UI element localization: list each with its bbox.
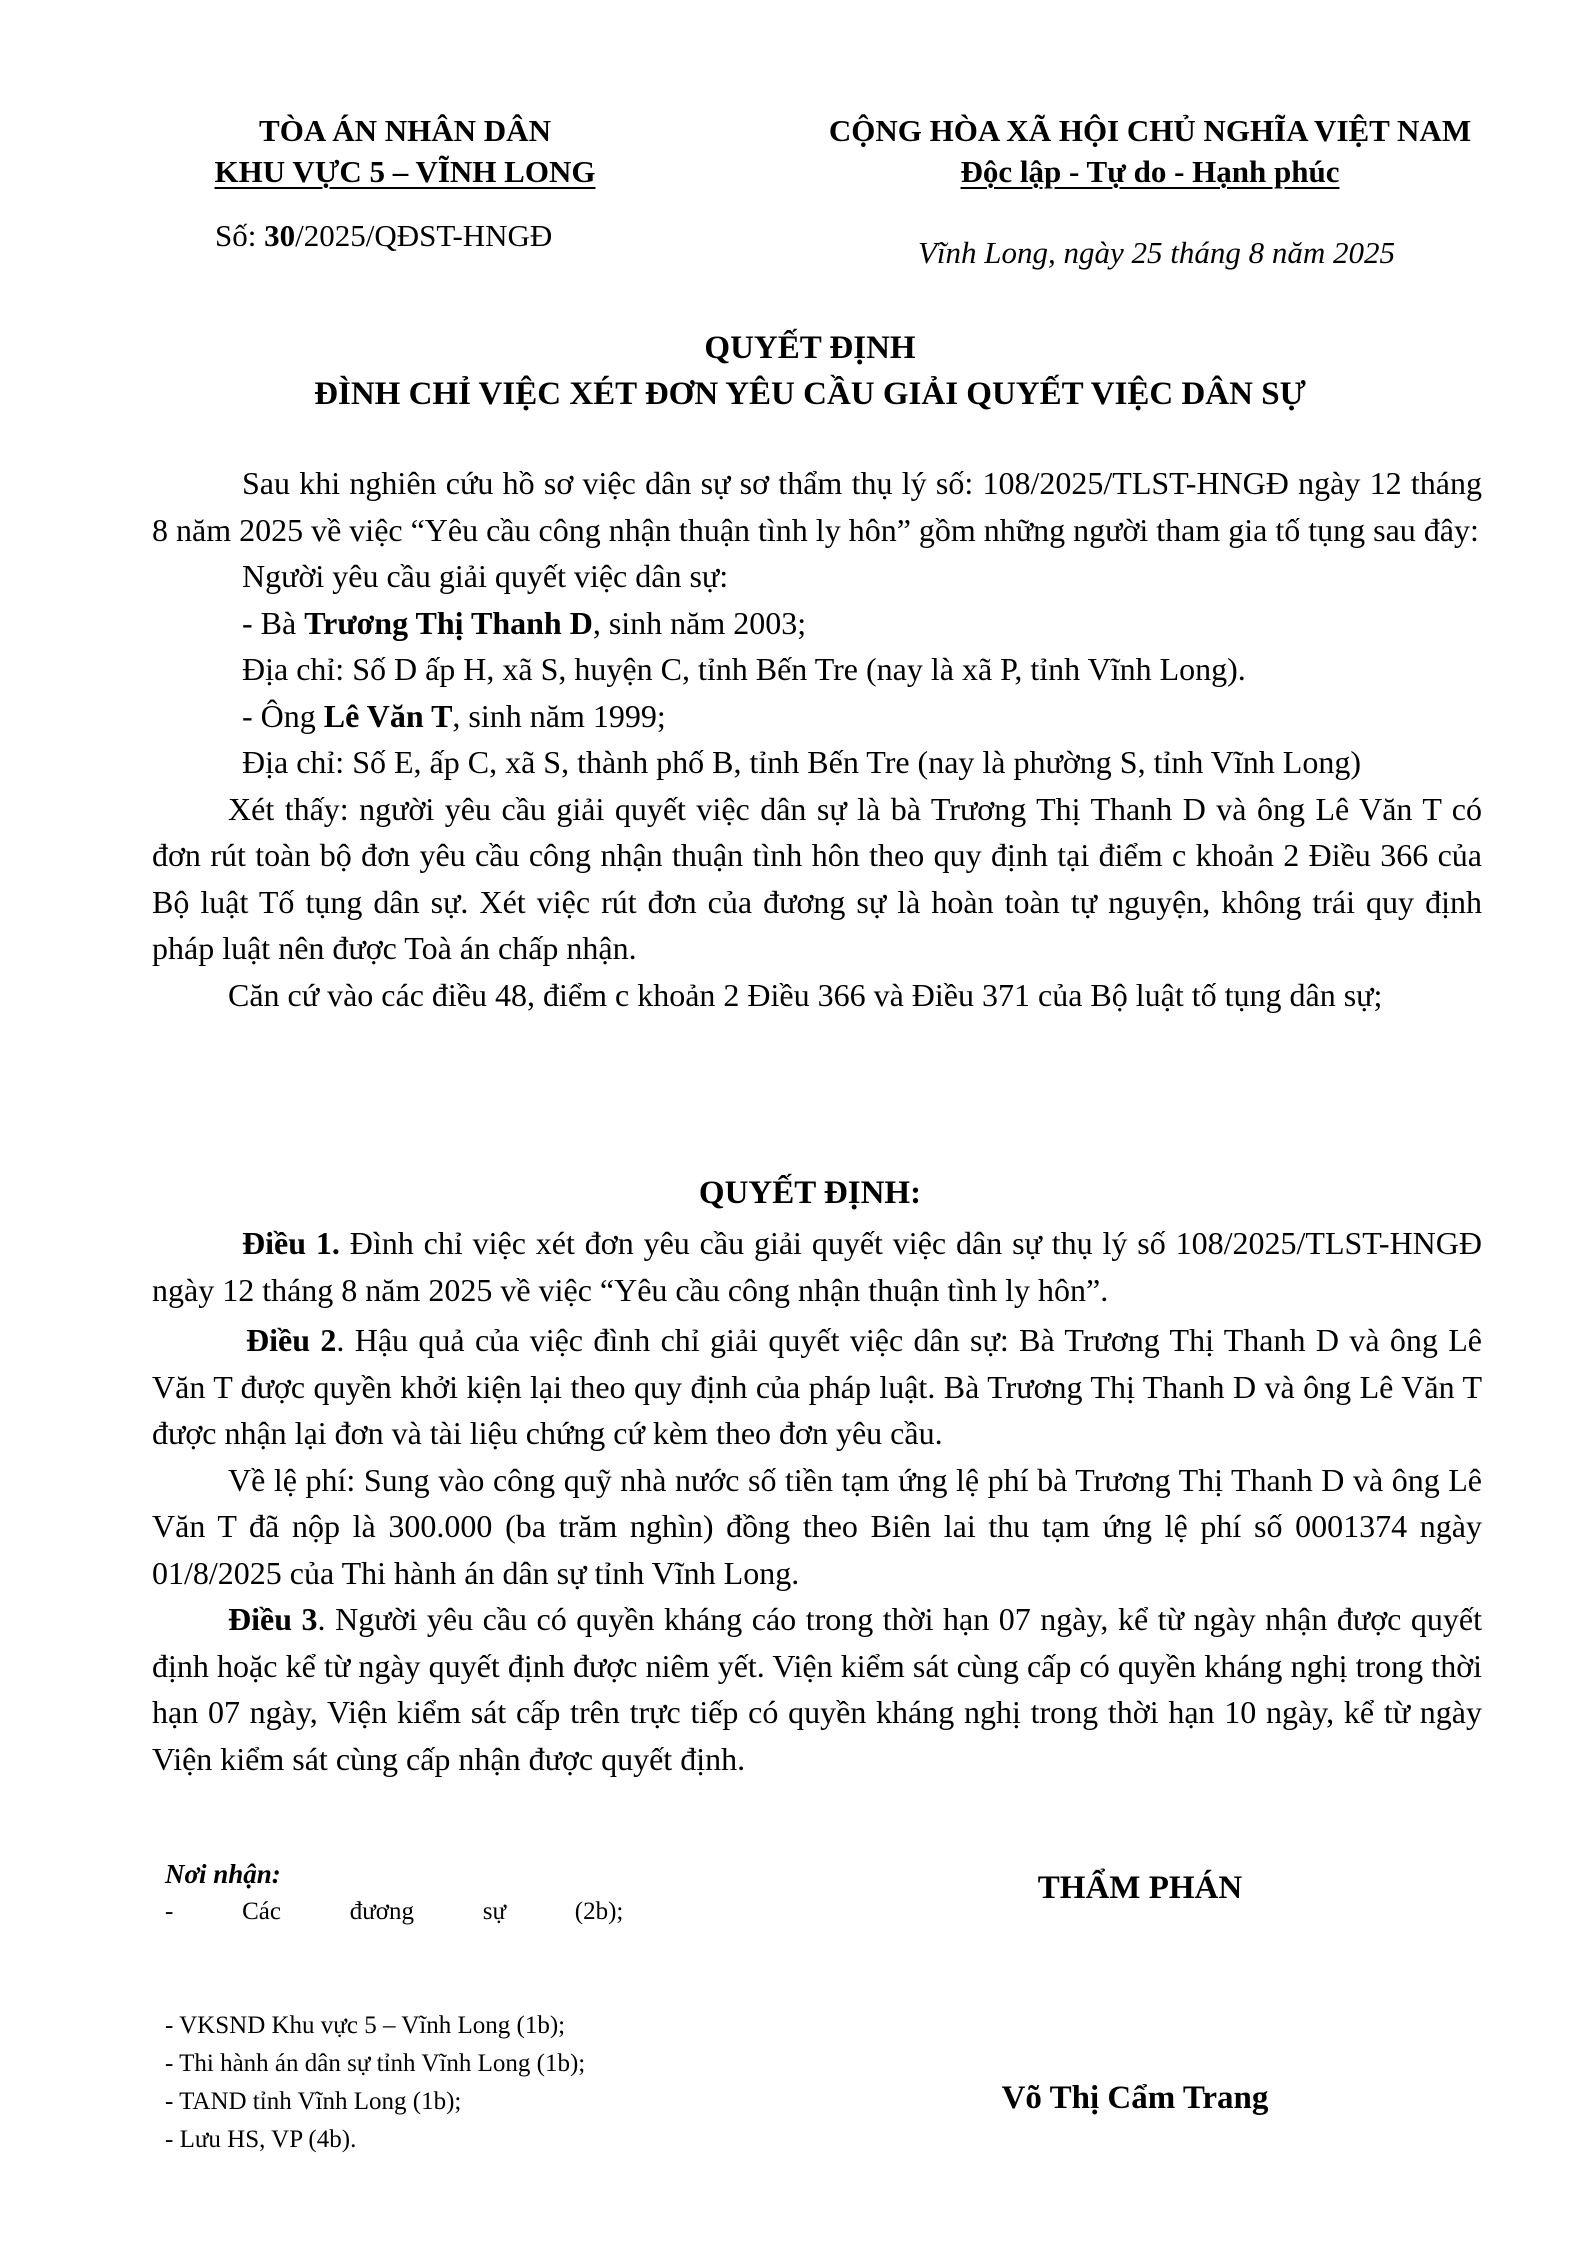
- article-1: [152, 1220, 1482, 1313]
- document-date: Vĩnh Long, ngày 25 tháng 8 năm 2025: [918, 235, 1396, 270]
- court-district-text: KHU VỰC 5 – VĨNH LONG: [214, 154, 596, 189]
- court-district: [170, 151, 640, 192]
- recipient-item: - VKSND Khu vực 5 – Vĩnh Long (1b);: [165, 2012, 566, 2039]
- article-1-text: Đình chỉ việc xét đơn yêu cầu giải quyết việc dân sự thụ lý số 108/2025/TLST-HNGĐ ngày 12 tháng 8 năm 2025 về việc “Yêu cầu công nhận thuận tình ly hôn”.: [152, 1225, 1483, 1308]
- person2-line: [152, 693, 1482, 740]
- document-number-prefix: Số:: [215, 218, 265, 253]
- decision-body: [152, 1220, 1482, 1782]
- article-2: [152, 1317, 1482, 1457]
- intro-paragraph: Sau khi nghiên cứu hồ sơ việc dân sự sơ thẩm thụ lý số: 108/2025/TLST-HNGĐ ngày 12 tháng 8 năm 2025 về việc “Yêu cầu công nhận thuận tình ly hôn” gồm những người tham gia tố tụng sau đây:: [152, 465, 1482, 548]
- nation-name: CỘNG HÒA XÃ HỘI CHỦ NGHĨA VIỆT NAM: [828, 113, 1472, 148]
- person2-suffix: , sinh năm 1999;: [452, 697, 666, 734]
- article-2-text: . Hậu quả của việc đình chỉ giải quyết việc dân sự: Bà Trương Thị Thanh D và ông Lê Văn T được quyền khởi kiện lại theo quy định của pháp luật. Bà Trương Thị Thanh D và ông Lê Văn T được nhận lại đơn và tài liệu chứng cứ kèm theo đơn yêu cầu.: [152, 1322, 1483, 1451]
- recipient-item: - Thi hành án dân sự tỉnh Vĩnh Long (1b);: [165, 2050, 586, 2077]
- signer-role: THẨM PHÁN: [1037, 1870, 1243, 1906]
- article-3: [152, 1596, 1482, 1782]
- person1-address: Địa chỉ: Số D ấp H, xã S, huyện C, tỉnh Bến Tre (nay là xã P, tỉnh Vĩnh Long).: [242, 651, 1246, 687]
- recipient-item: - TAND tỉnh Vĩnh Long (1b);: [165, 2088, 462, 2115]
- person1-line: [152, 600, 1482, 647]
- nation-motto-text: Độc lập - Tự do - Hạnh phúc: [960, 154, 1340, 189]
- person2-name: Lê Văn T: [323, 697, 453, 734]
- title-line1: QUYẾT ĐỊNH: [704, 330, 916, 366]
- article-1-label: Điều 1.: [242, 1225, 340, 1261]
- nation-motto: [770, 151, 1530, 192]
- recipient-item: - Các đương sự (2b);: [165, 1898, 624, 1925]
- article-2-label: Điều 2: [246, 1322, 337, 1358]
- article-3-text: . Người yêu cầu có quyền kháng cáo trong thời hạn 07 ngày, kể từ ngày nhận được quyết định hoặc kể từ ngày quyết định được niêm yết. Viện kiểm sát cùng cấp có quyền kháng nghị trong thời hạn 07 ngày, Viện kiểm sát cấp trên trực tiếp có quyền kháng nghị trong thời hạn 10 ngày, kể từ ngày Viện kiểm sát cùng cấp nhận được quyết định.: [152, 1601, 1483, 1777]
- document-title: [150, 325, 1470, 417]
- document-body: [152, 460, 1482, 1018]
- fee-paragraph: Về lệ phí: Sung vào công quỹ nhà nước số tiền tạm ứng lệ phí bà Trương Thị Thanh D và ông Lê Văn T đã nộp là 300.000 (ba trăm nghìn) đồng theo Biên lai thu tạm ứng lệ phí số 0001374 ngày 01/8/2025 của Thi hành án dân sự tỉnh Vĩnh Long.: [152, 1461, 1482, 1591]
- legal-basis-paragraph: Căn cứ vào các điều 48, điểm c khoản 2 Điều 366 và Điều 371 của Bộ luật tố tụng dân sự;: [228, 976, 1383, 1013]
- signer-name: Võ Thị Cẩm Trang: [1001, 2080, 1269, 2116]
- recipients-block: [165, 1855, 865, 2159]
- court-header: [170, 110, 640, 192]
- decision-heading: QUYẾT ĐỊNH:: [698, 1175, 922, 1211]
- person1-name: Trương Thị Thanh D: [304, 604, 593, 641]
- person2-prefix: - Ông: [242, 697, 324, 734]
- recipients-label: Nơi nhận:: [165, 1859, 281, 1889]
- document-number-suffix: /2025/QĐST-HNGĐ: [295, 218, 553, 253]
- nation-header: [770, 110, 1530, 192]
- person2-address: Địa chỉ: Số E, ấp C, xã S, thành phố B, tỉnh Bến Tre (nay là phường S, tỉnh Vĩnh Long): [242, 744, 1361, 780]
- court-name: TÒA ÁN NHÂN DÂN: [259, 113, 551, 148]
- title-line2: ĐÌNH CHỈ VIỆC XÉT ĐƠN YÊU CẦU GIẢI QUYẾT VIỆC DÂN SỰ: [314, 376, 1306, 412]
- document-number-bold: 30: [264, 218, 296, 253]
- requesters-label: Người yêu cầu giải quyết việc dân sự:: [242, 558, 729, 594]
- recipient-item: - Lưu HS, VP (4b).: [165, 2126, 357, 2153]
- article-3-label: Điều 3: [228, 1601, 318, 1637]
- person1-suffix: , sinh năm 2003;: [592, 604, 807, 641]
- consideration-paragraph: Xét thấy: người yêu cầu giải quyết việc dân sự là bà Trương Thị Thanh D và ông Lê Văn T có đơn rút toàn bộ đơn yêu cầu công nhận thuận tình hôn theo quy định tại điểm c khoản 2 Điều 366 của Bộ luật Tố tụng dân sự. Xét việc rút đơn của đương sự là hoàn toàn tự nguyện, không trái quy định pháp luật nên được Toà án chấp nhận.: [152, 790, 1482, 966]
- person1-prefix: - Bà: [242, 604, 305, 641]
- document-number: [215, 218, 552, 254]
